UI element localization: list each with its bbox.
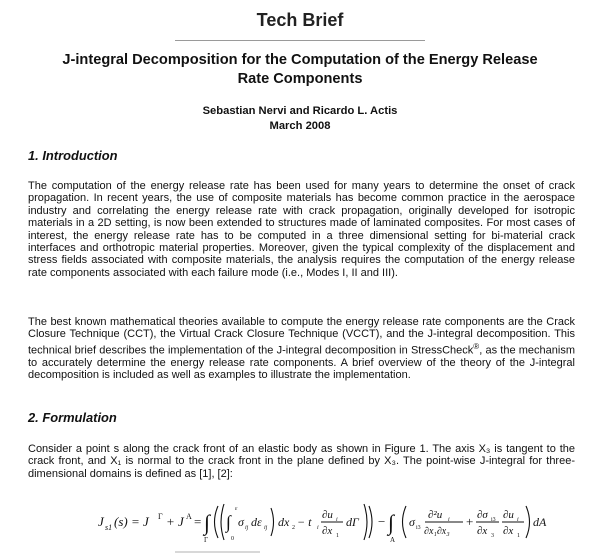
publication-date: March 2008 bbox=[269, 120, 331, 132]
eq-brace-close bbox=[369, 506, 372, 538]
eq-integral-inner: ∫ bbox=[226, 512, 231, 532]
eq-lhs-sub: s1 bbox=[105, 523, 113, 532]
eq-integral-upper: ε bbox=[235, 506, 238, 512]
eq-frac4-den: ∂x bbox=[503, 525, 514, 537]
eq-frac3-den: ∂x bbox=[477, 525, 488, 537]
paper-title bbox=[30, 51, 570, 89]
eq-sup-gamma: Γ bbox=[158, 512, 163, 521]
eq-deps-sub: ij bbox=[264, 525, 268, 531]
eq-frac1-num: ∂u bbox=[322, 509, 333, 521]
eq-plus-op: + bbox=[466, 514, 474, 529]
introduction-paragraph-2 bbox=[28, 316, 575, 382]
eq-sigma2-sub: i3 bbox=[416, 525, 421, 531]
title-divider bbox=[175, 40, 425, 41]
eq-frac3-num-sub: i3 bbox=[491, 517, 496, 523]
eq-frac1-den-sub: 1 bbox=[336, 533, 339, 539]
eq-paren-close bbox=[271, 508, 274, 536]
eq-brace-open bbox=[215, 506, 219, 538]
eq-frac2-den: ∂x₁∂x₃ bbox=[424, 526, 450, 537]
section-heading-introduction: 1. Introduction bbox=[28, 148, 118, 163]
para2-text-b: , as the mechanism to accurately determine the energy release rate components. A brief overview of the theory of the J-integral decomposition is included as well as examples to illustrate the implementation. bbox=[28, 344, 575, 382]
eq-frac4-num: ∂u bbox=[503, 509, 514, 521]
eq-frac3-num: ∂σ bbox=[477, 509, 488, 521]
formulation-paragraph: Consider a point s along the crack front of an elastic body as shown in Figure 1. The axis X₃ is tangent to the crack front, and X₁ is normal to the crack front in the plane defined by X₃. The point-wise J-integral for three-dimensional domains is defined as [1], [2]: bbox=[28, 443, 575, 480]
eq-minus-t: − t bbox=[297, 515, 312, 529]
eq-integral-lower: 0 bbox=[231, 536, 234, 542]
section-heading-formulation: 2. Formulation bbox=[28, 410, 117, 425]
eq-frac4-den-sub: 1 bbox=[517, 533, 520, 539]
eq-sup-a: A bbox=[186, 512, 192, 521]
eq-integral-area: ∫ bbox=[388, 510, 395, 535]
eq-sigma2: σ bbox=[409, 515, 415, 529]
eq-frac1-den: ∂x bbox=[322, 525, 333, 537]
eq-bracket-close bbox=[364, 504, 367, 540]
registered-mark: ® bbox=[473, 341, 480, 351]
eq-sigma: σ bbox=[238, 515, 244, 529]
eq-frac1-num-sub: i bbox=[336, 517, 338, 523]
eq-dgamma: dΓ bbox=[346, 515, 359, 529]
byline bbox=[0, 104, 600, 134]
eq-lhs-j: J bbox=[98, 514, 104, 529]
eq-paren2-close bbox=[526, 506, 530, 538]
eq-integral-area-label: A bbox=[390, 536, 396, 544]
eq-frac3-den-sub: 3 bbox=[491, 533, 494, 539]
eq-t-sub: i bbox=[317, 525, 319, 531]
paper-title-line-1: J-integral Decomposition for the Computation of the Energy Release bbox=[62, 52, 538, 68]
eq-dx2-sub: 2 bbox=[292, 525, 295, 531]
eq-frac2-num: ∂²u bbox=[428, 509, 443, 521]
eq-paren2-open bbox=[403, 506, 407, 538]
eq-sigma-sub: ij bbox=[245, 525, 249, 531]
eq-minus: − bbox=[378, 514, 386, 529]
eq-dx2: dx bbox=[278, 515, 290, 529]
j-integral-equation bbox=[0, 498, 600, 553]
authors: Sebastian Nervi and Ricardo L. Actis bbox=[202, 105, 398, 117]
doc-type-heading: Tech Brief bbox=[256, 10, 344, 30]
introduction-paragraph-1: The computation of the energy release rate has been used for many years to determine the onset of crack propagation. In recent years, the use of composite materials has become common practice in the aerospace industry and correlating the energy release rate with crack propagation, originally developed for isotropic materials in a 2D setting, is now been extended to structures made of laminated composites. For most cases of interest, the energy release rate has to be computed in a three dimensional setting for bi-material crack interfaces and orthotropic material properties. Moreover, given the typical complexity of the displacement and stress fields associated with composite materials, the analysis requires the computation of the energy release rate components associated with each failure mode (i.e., Modes I, II and III). bbox=[28, 180, 575, 279]
para2-text-a: The best known mathematical theories available to compute the energy release rate components are the Crack Closure Technique (CCT), the Virtual Crack Closure Technique (VCCT), and the J-integral decomposition. This technical brief describes the implementation of the J-integral decomposition in StressCheck bbox=[28, 316, 575, 357]
eq-integral-gamma-label: Γ bbox=[204, 536, 209, 544]
eq-frac4-num-sub: i bbox=[517, 517, 519, 523]
paper-title-line-2: Rate Components bbox=[237, 71, 363, 87]
eq-lhs-arg: (s) = J bbox=[114, 514, 149, 529]
eq-frac2-num-sub: i bbox=[448, 517, 450, 523]
eq-deps: dε bbox=[251, 515, 262, 529]
eq-equals: = bbox=[194, 514, 202, 529]
eq-integral-gamma: ∫ bbox=[204, 510, 211, 535]
eq-da: dA bbox=[533, 515, 547, 529]
eq-bracket-open bbox=[221, 504, 224, 540]
eq-plus-ja: + J bbox=[166, 514, 184, 529]
